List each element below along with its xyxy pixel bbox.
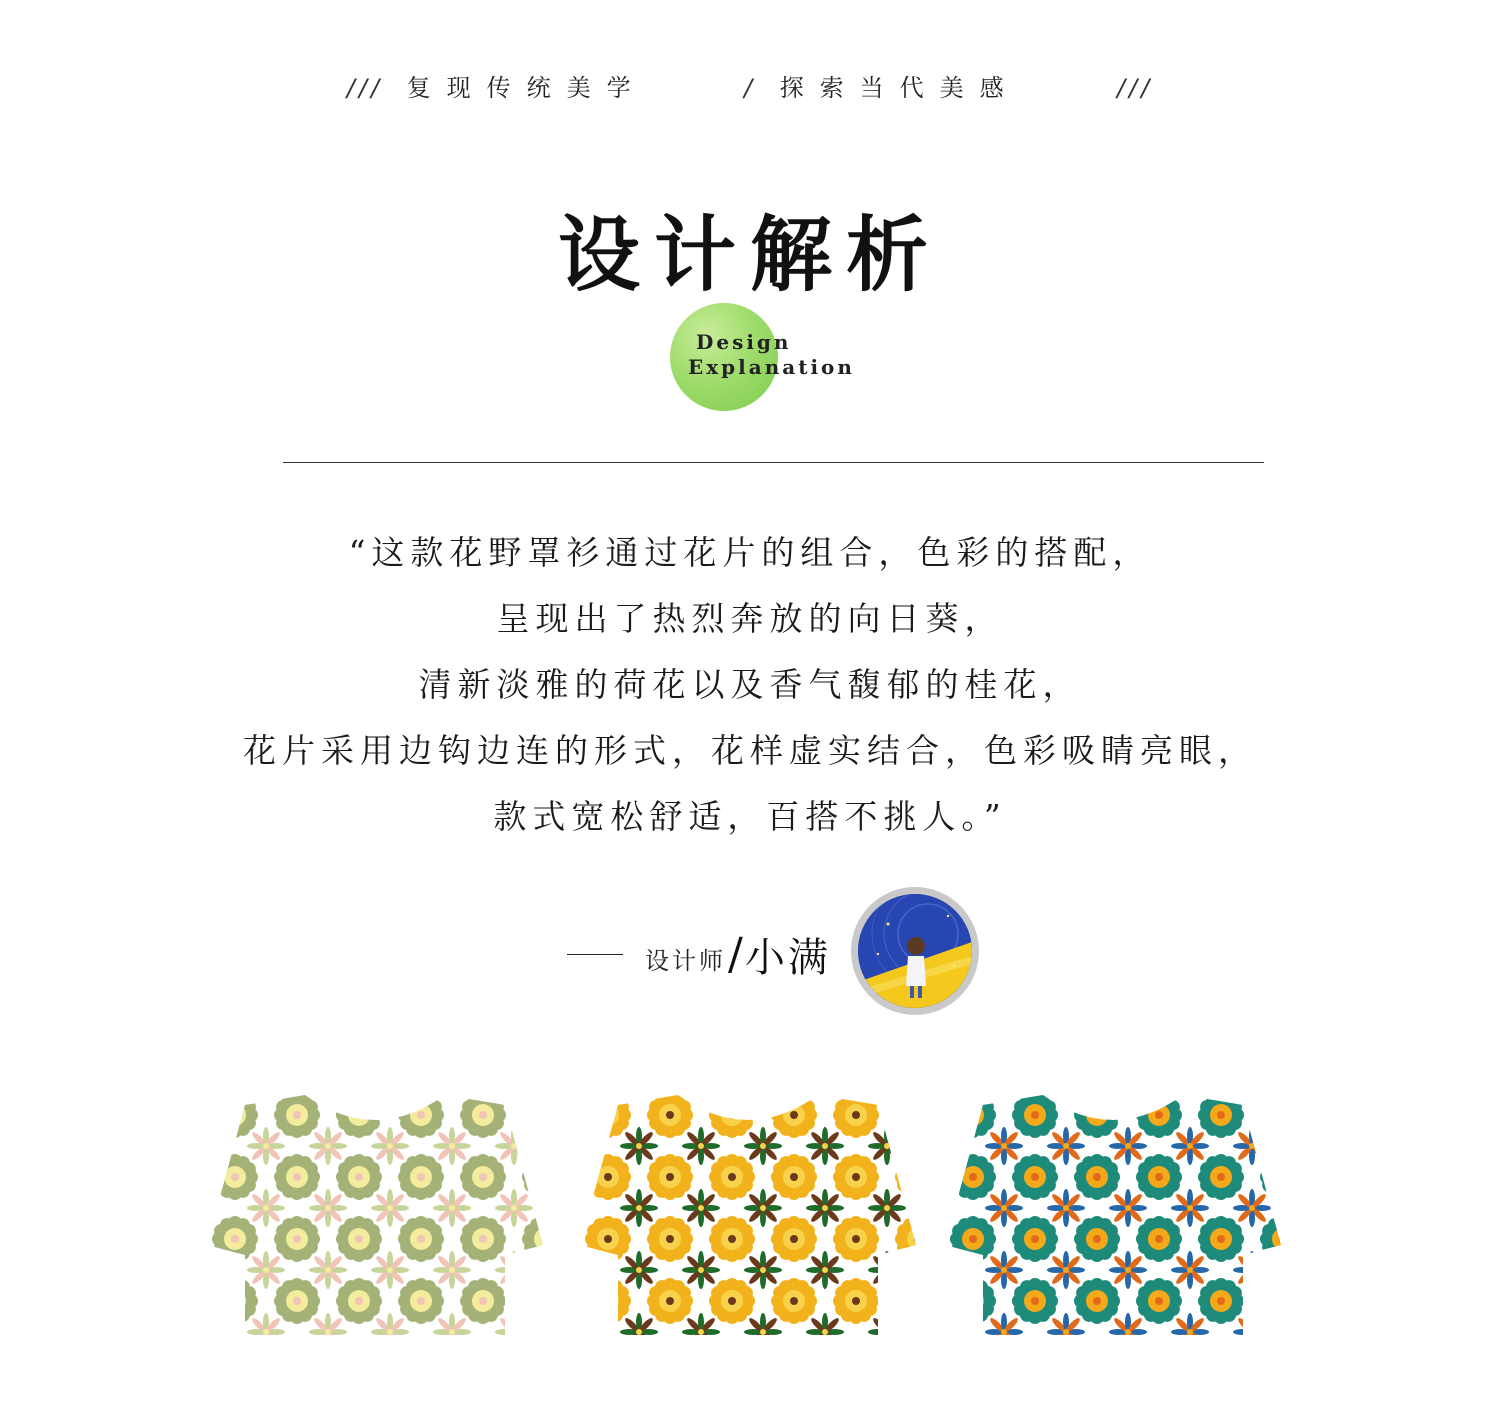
star-motif [1233,1189,1271,1227]
badge-line-1: Design [696,330,792,354]
star-motif [682,1251,720,1289]
quote-line: 款式宽松舒适，百搭不挑人。” [493,797,1007,836]
flower-motif [398,1340,444,1345]
star-motif [433,1189,471,1227]
garment-osmanthus [943,1085,1283,1345]
flower-motif [771,1340,817,1345]
star-motif [985,1189,1023,1227]
garment-sunflower [578,1085,918,1345]
star-motif [868,1251,906,1289]
star-motif [1109,1127,1147,1165]
flower-motif [647,1340,693,1345]
star-motif [620,1127,658,1165]
star-motif [620,1251,658,1289]
flower-motif [1260,1340,1283,1345]
badge-line-2: Explanation [688,355,855,379]
flower-motif [1012,1340,1058,1345]
flower-motif [522,1092,545,1138]
star-motif [1233,1127,1271,1165]
star-motif [433,1127,471,1165]
star-motif [985,1127,1023,1165]
star-motif [1047,1251,1085,1289]
flower-motif [522,1340,545,1345]
star-motif [1171,1189,1209,1227]
design-explanation-badge [688,330,855,380]
tagline-left: 复现传统美学 [406,74,647,102]
flower-motif [1260,1278,1283,1324]
star-motif [1233,1251,1271,1289]
star-motif [1109,1189,1147,1227]
designer-name: 小满 [744,934,831,981]
star-motif [371,1189,409,1227]
flower-motif [522,1278,545,1324]
avatar-image [858,894,972,1008]
flower-motif [1198,1340,1244,1345]
flower-motif [585,1340,631,1345]
flower-motif [1074,1340,1120,1345]
star-motif [1047,1189,1085,1227]
star-motif [247,1251,285,1289]
flower-motif [895,1340,918,1345]
garment-showcase [0,1085,1500,1355]
star-motif [868,1127,906,1165]
star-motif [495,1251,533,1289]
star-motif [495,1127,533,1165]
garment-lotus [205,1085,545,1345]
flower-motif [895,1092,918,1138]
star-motif [985,1251,1023,1289]
top-tagline [0,68,1500,103]
designer-credit [567,928,831,980]
star-motif [806,1251,844,1289]
design-quote [0,520,1500,850]
tagline-slashes-right: /// [1116,74,1154,102]
star-motif [806,1189,844,1227]
flower-motif [336,1340,382,1345]
designer-avatar [851,887,979,1015]
credit-dash [567,954,623,955]
star-motif [309,1127,347,1165]
designer-role: 设计师 [645,946,726,975]
tagline-slash-mid: / [743,74,757,102]
star-motif [309,1251,347,1289]
page-title: 设计解析 [557,207,942,303]
flower-motif [895,1278,918,1324]
star-motif [433,1251,471,1289]
star-motif [371,1251,409,1289]
star-motif [247,1189,285,1227]
star-motif [620,1189,658,1227]
star-motif [1171,1251,1209,1289]
flower-motif [833,1340,879,1345]
star-motif [744,1251,782,1289]
flower-motif [460,1340,506,1345]
star-motif [1171,1127,1209,1165]
star-motif [744,1189,782,1227]
star-motif [247,1127,285,1165]
tagline-right: 探索当代美感 [779,74,1020,102]
star-motif [495,1189,533,1227]
star-motif [806,1127,844,1165]
flower-motif [709,1340,755,1345]
quote-line: “这款花野罩衫通过花片的组合，色彩的搭配， [348,533,1152,572]
designer-slash: / [728,928,743,980]
star-motif [682,1189,720,1227]
quote-line: 花片采用边钩边连的形式，花样虚实结合，色彩吸睛亮眼， [243,731,1257,770]
star-motif [1109,1251,1147,1289]
star-motif [744,1127,782,1165]
flower-motif [950,1340,996,1345]
star-motif [1047,1127,1085,1165]
star-motif [682,1127,720,1165]
flower-motif [1260,1092,1283,1138]
tagline-slashes-left: /// [346,74,384,102]
flower-motif [212,1340,258,1345]
star-motif [868,1189,906,1227]
quote-line: 呈现出了热烈奔放的向日葵， [496,599,1004,638]
flower-motif [274,1340,320,1345]
star-motif [371,1127,409,1165]
flower-motif [1136,1340,1182,1345]
divider [283,462,1264,463]
star-motif [309,1189,347,1227]
quote-line: 清新淡雅的荷花以及香气馥郁的桂花， [418,665,1082,704]
